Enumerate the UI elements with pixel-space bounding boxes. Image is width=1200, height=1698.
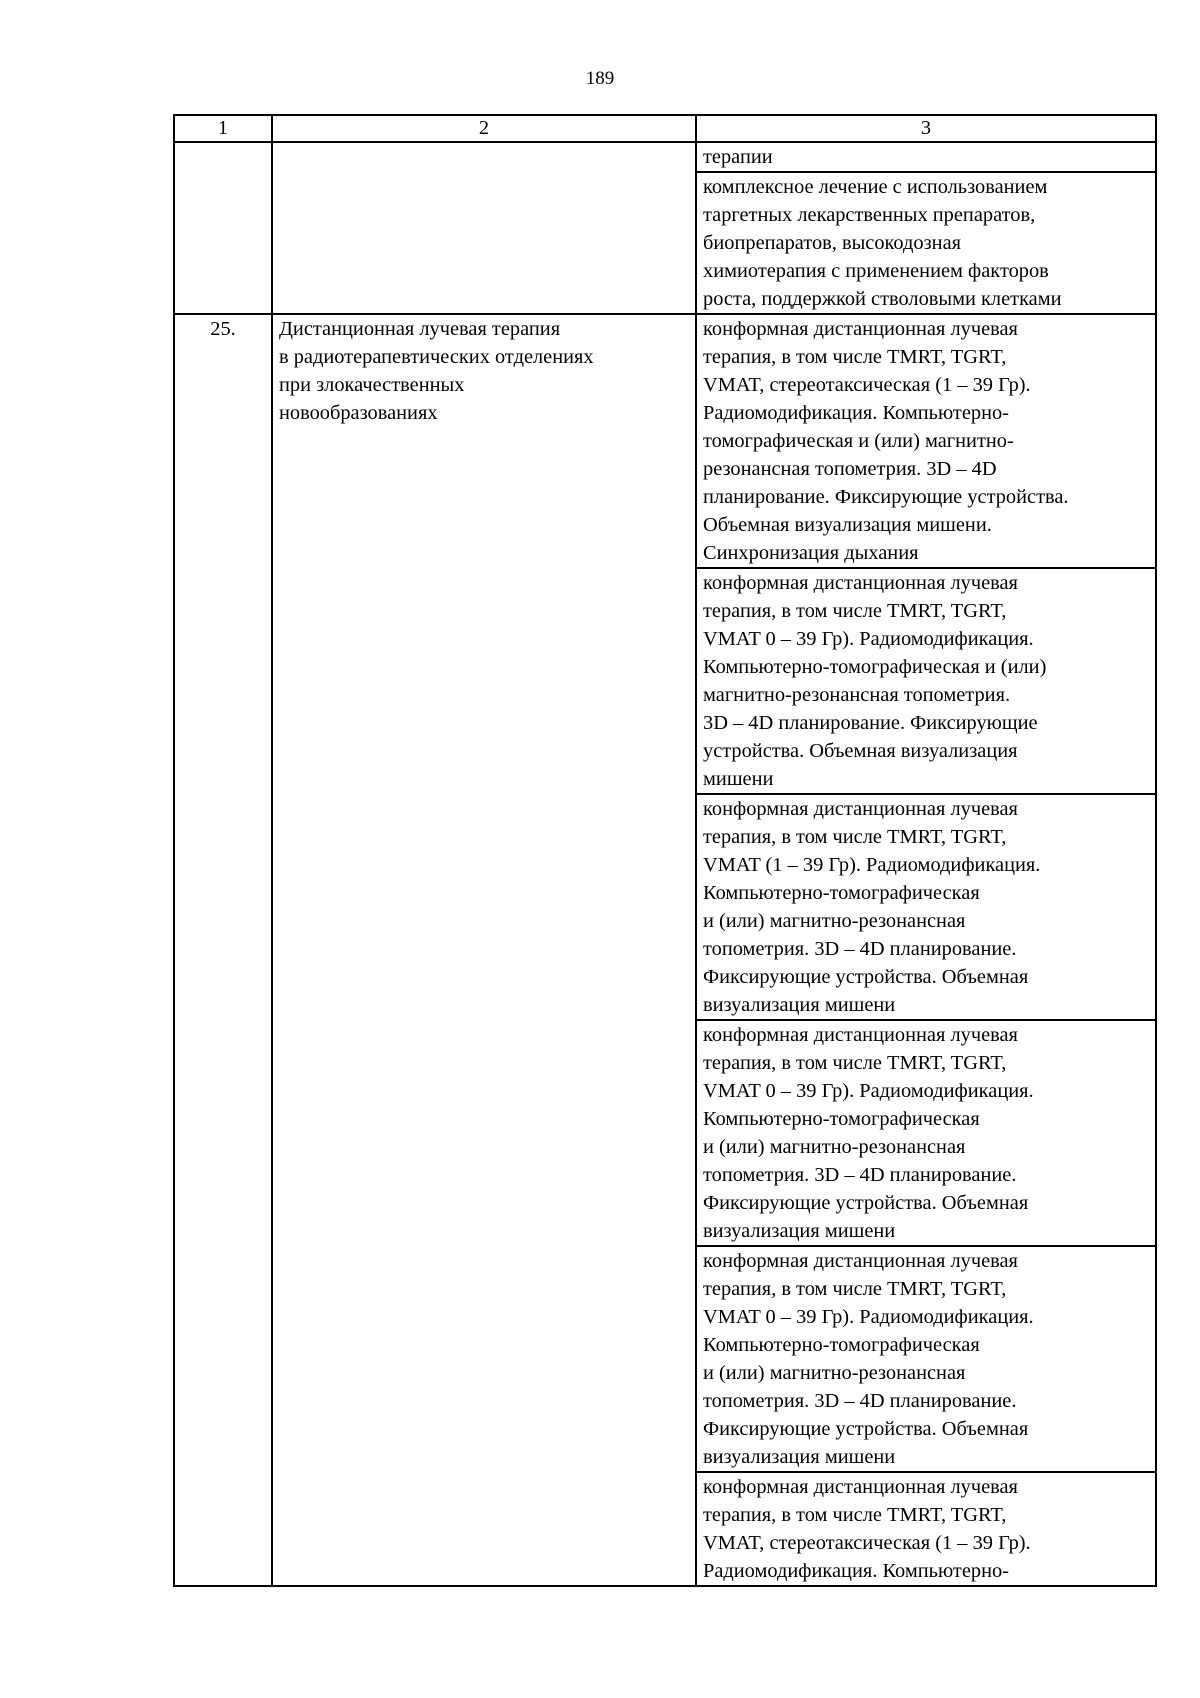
method-line: устройства. Объемная визуализация — [703, 740, 1018, 762]
method-line: терапии — [703, 146, 773, 168]
method-line: Компьютерно-томографическая — [703, 1108, 980, 1130]
column-header-2: 2 — [272, 115, 696, 142]
method-line: и (или) магнитно-резонансная — [703, 1136, 966, 1158]
method-line: конформная дистанционная лучевая — [703, 798, 1018, 820]
column-header-3: 3 — [696, 115, 1156, 142]
treatment-name-line: Дистанционная лучевая терапия — [279, 318, 561, 340]
method-line: конформная дистанционная лучевая — [703, 1024, 1018, 1046]
treatment-name-line: новообразованиях — [279, 402, 438, 424]
method-line: конформная дистанционная лучевая — [703, 1250, 1018, 1272]
method-line: биопрепаратов, высокодозная — [703, 232, 961, 254]
method-line: Объемная визуализация мишени. — [703, 514, 992, 536]
method-line: Компьютерно-томографическая — [703, 1334, 980, 1356]
header-row — [174, 115, 1156, 142]
treatment-name-cell — [272, 314, 696, 1586]
empty-name-cell — [272, 142, 696, 314]
treatment-name-line: в радиотерапевтических отделениях — [279, 346, 594, 368]
method-cell — [696, 142, 1156, 172]
method-line: топометрия. 3D – 4D планирование. — [703, 938, 1017, 960]
method-line: VMAT 0 – 39 Гр). Радиомодификация. — [703, 1306, 1034, 1328]
method-line: Фиксирующие устройства. Объемная — [703, 1192, 1029, 1214]
method-line: химиотерапия с применением факторов — [703, 260, 1049, 282]
method-line: роста, поддержкой стволовыми клетками — [703, 288, 1062, 310]
method-line: терапия, в том числе TMRT, TGRT, — [703, 1504, 1007, 1526]
method-line: томографическая и (или) магнитно- — [703, 430, 1014, 452]
method-cell — [696, 568, 1156, 794]
method-cell — [696, 1246, 1156, 1472]
method-line: VMAT, стереотаксическая (1 – 39 Гр). — [703, 1532, 1031, 1554]
row-number: 25. — [174, 314, 272, 1586]
method-line: и (или) магнитно-резонансная — [703, 1362, 966, 1384]
method-line: Фиксирующие устройства. Объемная — [703, 966, 1029, 988]
method-line: Компьютерно-томографическая и (или) — [703, 656, 1047, 678]
table-row — [174, 142, 1156, 172]
method-line: VMAT 0 – 39 Гр). Радиомодификация. — [703, 1080, 1034, 1102]
method-line: Радиомодификация. Компьютерно- — [703, 402, 1009, 424]
method-line: мишени — [703, 768, 774, 790]
method-line: визуализация мишени — [703, 1220, 896, 1242]
method-line: комплексное лечение с использованием — [703, 176, 1048, 198]
method-cell — [696, 1020, 1156, 1246]
method-line: терапия, в том числе TMRT, TGRT, — [703, 346, 1007, 368]
method-line: терапия, в том числе TMRT, TGRT, — [703, 600, 1007, 622]
method-line: терапия, в том числе TMRT, TGRT, — [703, 1278, 1007, 1300]
method-line: конформная дистанционная лучевая — [703, 572, 1018, 594]
method-line: терапия, в том числе TMRT, TGRT, — [703, 1052, 1007, 1074]
method-line: VMAT, стереотаксическая (1 – 39 Гр). — [703, 374, 1031, 396]
empty-number-cell — [174, 142, 272, 314]
method-line: терапия, в том числе TMRT, TGRT, — [703, 826, 1007, 848]
method-line: конформная дистанционная лучевая — [703, 1476, 1018, 1498]
column-header-1: 1 — [174, 115, 272, 142]
method-line: резонансная топометрия. 3D – 4D — [703, 458, 997, 480]
method-line: 3D – 4D планирование. Фиксирующие — [703, 712, 1038, 734]
method-cell — [696, 172, 1156, 314]
method-line: VMAT (1 – 39 Гр). Радиомодификация. — [703, 854, 1041, 876]
method-line: VMAT 0 – 39 Гр). Радиомодификация. — [703, 628, 1034, 650]
treatment-name-line: при злокачественных — [279, 374, 465, 396]
method-line: конформная дистанционная лучевая — [703, 318, 1018, 340]
method-line: Синхронизация дыхания — [703, 542, 919, 564]
method-line: визуализация мишени — [703, 994, 896, 1016]
method-line: магнитно-резонансная топометрия. — [703, 684, 1011, 706]
method-line: визуализация мишени — [703, 1446, 896, 1468]
table-row — [174, 314, 1156, 568]
method-line: таргетных лекарственных препаратов, — [703, 204, 1036, 226]
method-line: Компьютерно-томографическая — [703, 882, 980, 904]
method-line: Радиомодификация. Компьютерно- — [703, 1560, 1009, 1582]
method-line: и (или) магнитно-резонансная — [703, 910, 966, 932]
method-line: Фиксирующие устройства. Объемная — [703, 1418, 1029, 1440]
method-line: планирование. Фиксирующие устройства. — [703, 486, 1069, 508]
method-cell — [696, 1472, 1156, 1586]
procedures-table — [173, 114, 1157, 1587]
method-line: топометрия. 3D – 4D планирование. — [703, 1390, 1017, 1412]
method-line: топометрия. 3D – 4D планирование. — [703, 1164, 1017, 1186]
method-cell — [696, 314, 1156, 568]
method-cell — [696, 794, 1156, 1020]
page-number: 189 — [585, 68, 615, 89]
